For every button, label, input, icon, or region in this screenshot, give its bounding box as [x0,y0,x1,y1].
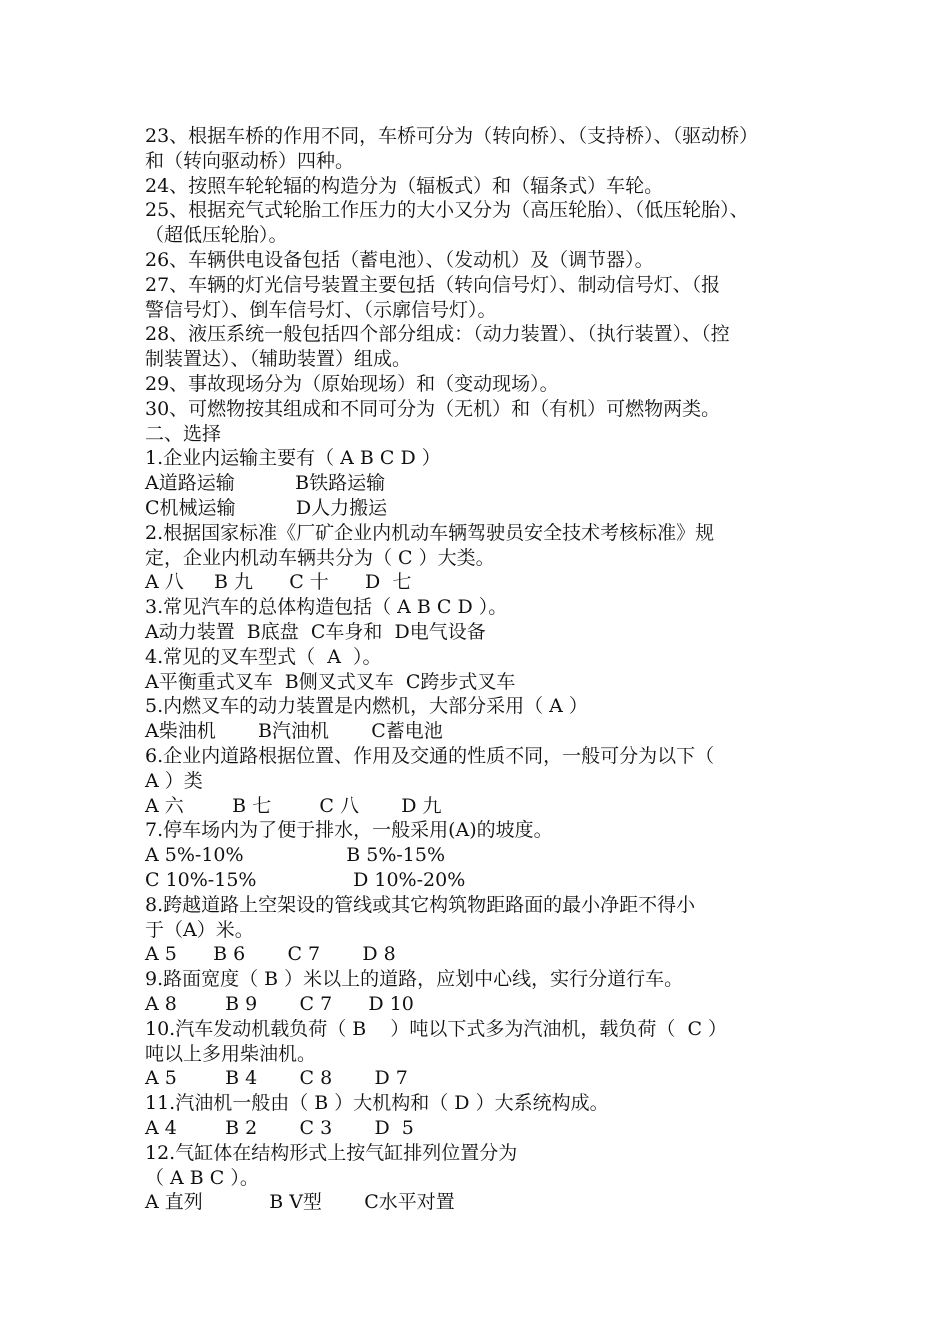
text-line: A 八 B 九 C 十 D 七 [145,571,412,594]
text-line: A 六 B 七 C 八 D 九 [145,794,442,817]
text-line: 4.常见的叉车型式（ A ）。 [145,645,382,668]
text-line: 23、根据车桥的作用不同，车桥可分为（转向桥）、（支持桥）、（驱动桥） [145,125,759,147]
text-line: A 4 B 2 C 3 D 5 [145,1117,414,1139]
text-line: 制装置达）、（辅助装置）组成。 [145,348,412,371]
text-line: A道路运输 B铁路运输 [145,472,386,495]
text-line: C机械运输 D人力搬运 [145,497,388,519]
text-line: 25、根据充气式轮胎工作压力的大小又分为（高压轮胎）、（低压轮胎）、 [145,199,749,222]
text-line: 9.路面宽度（ B ）米以上的道路，应划中心线，实行分道行车。 [145,968,684,991]
text-line: 定，企业内机动车辆共分为（ C ）大类。 [145,546,495,569]
text-line: 28、液压系统一般包括四个部分组成：（动力装置）、（执行装置）、（控 [145,323,730,346]
text-line: 二、选择 [145,422,222,445]
text-line: A平衡重式叉车 B侧叉式叉车 C跨步式叉车 [145,670,516,693]
text-line: 1.企业内运输主要有（ A B C D ） [145,447,441,470]
text-line: A 5 B 6 C 7 D 8 [145,943,396,966]
text-line: A柴油机 B汽油机 C蓄电池 [145,720,443,743]
text-line: 27、车辆的灯光信号装置主要包括（转向信号灯）、制动信号灯、（报 [145,273,721,296]
text-line: A 5 B 4 C 8 D 7 [145,1067,408,1090]
text-line: 2.根据国家标准《厂矿企业内机动车辆驾驶员安全技术考核标准》规 [145,521,715,544]
text-line: 26、车辆供电设备包括（蓄电池）、（发动机）及（调节器）。 [145,249,654,271]
text-line: 3.常见汽车的总体构造包括（ A B C D ）。 [145,596,508,619]
text-line: 7.停车场内为了便于排水，一般采用(A)的坡度。 [145,819,553,842]
text-line: 11.汽油机一般由（ B ）大机构和（ D ）大系统构成。 [145,1092,609,1115]
text-line: 10.汽车发动机载负荷（ B ）吨以下式多为汽油机，载负荷（ C ） [145,1017,728,1040]
text-line: 警信号灯）、倒车信号灯、（示廓信号灯）。 [145,298,497,321]
text-line: A ）类 [145,769,203,792]
text-line: A 5%-10% B 5%-15% [145,844,446,867]
text-line: 6.企业内道路根据位置、作用及交通的性质不同，一般可分为以下（ [145,745,715,767]
text-line: 吨以上多用柴油机。 [145,1042,317,1065]
text-line: A 直列 B V型 C水平对置 [145,1191,455,1214]
text-line: （超低压轮胎）。 [145,224,288,247]
text-line: 8.跨越道路上空架设的管线或其它构筑物距路面的最小净距不得小 [145,893,696,916]
text-line: 12.气缸体在结构形式上按气缸排列位置分为 [145,1141,518,1164]
text-line: 30、可燃物按其组成和不同可分为（无机）和（有机）可燃物两类。 [145,397,721,420]
text-line: A 8 B 9 C 7 D 10 [145,993,414,1015]
text-line: 24、按照车轮轮辐的构造分为（辐板式）和（辐条式）车轮。 [145,174,664,197]
text-line: C 10%-15% D 10%-20% [145,869,466,891]
text-line: 29、事故现场分为（原始现场）和（变动现场）。 [145,373,559,395]
text-line: 于（A）米。 [145,918,254,941]
text-line: 和（转向驱动桥）四种。 [145,149,355,172]
text-line: A动力装置 B底盘 C车身和 D电气设备 [145,621,486,643]
text-line: （ A B C ）。 [145,1166,259,1189]
text-line: 5.内燃叉车的动力装置是内燃机，大部分采用（ A ） [145,695,588,718]
